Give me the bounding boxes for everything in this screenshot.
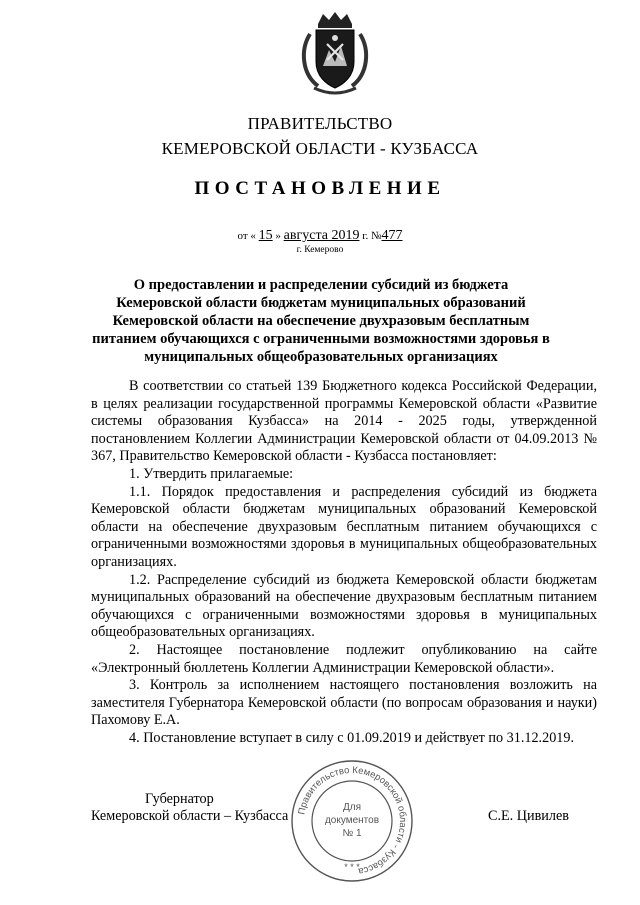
coat-of-arms-emblem (296, 10, 374, 96)
paragraph-item-3: 3. Контроль за исполнением настоящего постановления возложить на заместителя Губернатора Кемеровской области (по вопросам образования и науки) Пахомову Е.А. (91, 677, 597, 729)
stamp-center-line3: № 1 (342, 828, 362, 839)
date-mid: » (275, 230, 281, 242)
document-title: О предоставлении и распределении субсидий из бюджета Кемеровской области бюджетам муниципальных образований Кемеровской области на обеспечение двухразовым бесплатным питанием обучающихся с ограниченными возможностями здоровья в муниципальных общеобразовательных организациях (92, 277, 550, 365)
paragraph-item-2: 2. Настоящее постановление подлежит опубликованию на сайте «Электронный бюллетень Коллегии Администрации Кемеровской области». (91, 641, 597, 676)
signatory-name: С.Е. Цивилев (488, 808, 569, 824)
date-prefix: от « (237, 230, 256, 242)
city-label: г. Кемерово (296, 245, 344, 255)
paragraph-item-4: 4. Постановление вступает в силу с 01.09.2019 и действует по 31.12.2019. (129, 729, 575, 746)
stamp-ring-text: Правительство Кемеровской области - Кузбасса (296, 764, 409, 877)
year-suffix: г. (362, 230, 369, 242)
government-name-line2: КЕМЕРОВСКОЙ ОБЛАСТИ - КУЗБАССА (161, 139, 479, 158)
document-body (91, 378, 597, 747)
stamp-center-line2: документов (324, 815, 380, 826)
date-day: 15 (258, 228, 273, 243)
signatory-position-line1: Губернатор (145, 791, 214, 807)
date-number-line (0, 228, 640, 244)
official-stamp (289, 758, 415, 884)
paragraph-preamble: В соответствии со статьей 139 Бюджетного кодекса Российской Федерации, в целях реализации государственной программы Кемеровской области «Развитие системы образования Кузбасса» на 2014 - 2025 годы, утвержденной постановлением Коллегии Администрации Кемеровской области от 04.09.2013 № 367, Правительство Кемеровской области - Кузбасса постановляет: (91, 378, 597, 465)
number-prefix: № (371, 230, 382, 242)
document-type-heading: ПОСТАНОВЛЕНИЕ (194, 178, 446, 199)
signatory-position-line2: Кемеровской области – Кузбасса (91, 808, 289, 824)
document-number: 477 (381, 228, 403, 243)
paragraph-item-1-2: 1.2. Распределение субсидий из бюджета Кемеровской области бюджетам муниципальных образований на обеспечение двухразовым бесплатным питанием обучающихся с ограниченными возможностями здоровья в муниципальных общеобразовательных организациях. (91, 571, 597, 641)
date-month-year: августа 2019 (283, 228, 360, 243)
paragraph-item-1: 1. Утвердить прилагаемые: (129, 465, 294, 482)
stamp-center-line1: Для (342, 802, 362, 813)
paragraph-item-1-1: 1.1. Порядок предоставления и распределения субсидий из бюджета Кемеровской области бюджетам муниципальных образований Кемеровской области на обеспечение двухразовым бесплатным питанием обучающихся с ограниченными возможностями здоровья в муниципальных общеобразовательных организациях. (91, 483, 597, 570)
government-name-line1: ПРАВИТЕЛЬСТВО (247, 114, 393, 133)
stamp-stars: * * * (344, 862, 360, 872)
